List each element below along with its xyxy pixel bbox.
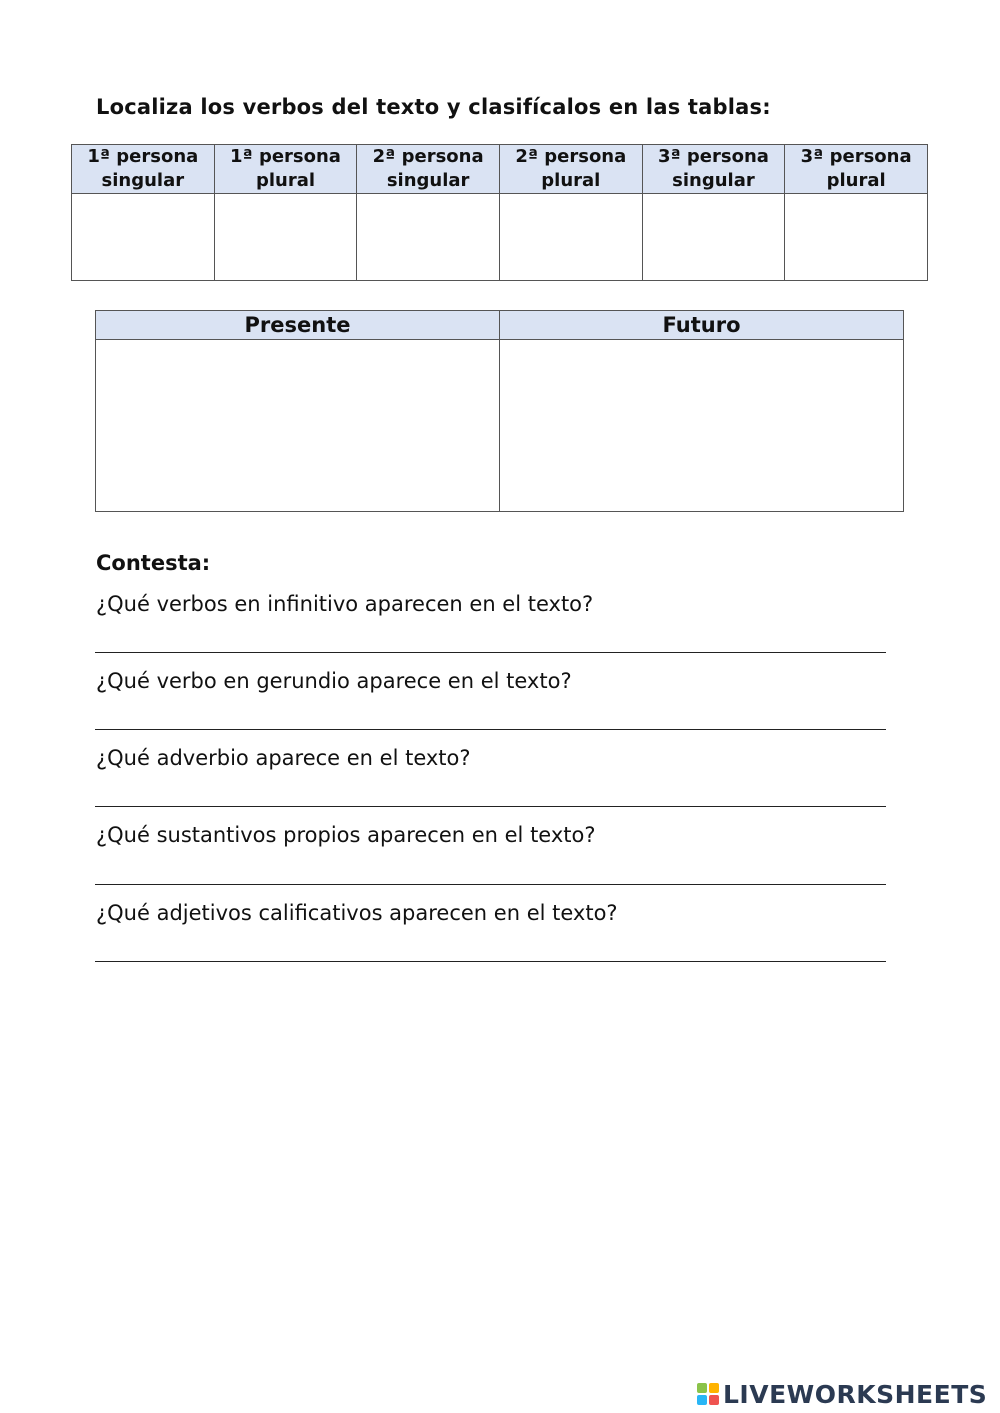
header-line: 2ª persona: [515, 146, 627, 167]
question-proper-nouns: ¿Qué sustantivos propios aparecen en el texto?: [96, 823, 596, 847]
header-3rd-plural: [785, 145, 928, 194]
answer-cell-3rd-singular[interactable]: [642, 194, 785, 281]
header-line: plural: [826, 170, 886, 191]
persons-answer-row: [72, 194, 928, 281]
header-1st-plural: [214, 145, 357, 194]
header-1st-singular: [72, 145, 215, 194]
header-line: plural: [255, 170, 316, 191]
logo-square: [709, 1383, 719, 1393]
answer-line-proper-nouns[interactable]: [95, 884, 886, 885]
persons-table: [71, 144, 928, 281]
answer-line-infinitive[interactable]: [95, 652, 886, 653]
answer-cell-2nd-singular[interactable]: [357, 194, 500, 281]
answer-cell-presente[interactable]: [96, 340, 500, 512]
answer-line-gerund[interactable]: [95, 729, 886, 730]
instruction-heading: Localiza los verbos del texto y clasifícalos en las tablas:: [96, 95, 771, 119]
answer-cell-1st-plural[interactable]: [214, 194, 357, 281]
header-line: 1ª persona: [87, 146, 199, 167]
header-futuro: Futuro: [500, 311, 904, 340]
question-adverb: ¿Qué adverbio aparece en el texto?: [96, 746, 471, 770]
answer-line-adjectives[interactable]: [95, 961, 886, 962]
question-infinitive: ¿Qué verbos en infinitivo aparecen en el texto?: [96, 592, 594, 616]
answer-cell-1st-singular[interactable]: [72, 194, 215, 281]
logo-text: LIVEWORKSHEETS: [723, 1379, 988, 1409]
tense-header-row: [96, 311, 904, 340]
answer-line-adverb[interactable]: [95, 806, 886, 807]
logo-square: [697, 1383, 707, 1393]
tense-answer-row: [96, 340, 904, 512]
header-2nd-singular: [357, 145, 500, 194]
answer-cell-3rd-plural[interactable]: [785, 194, 928, 281]
header-line: plural: [541, 170, 601, 191]
liveworksheets-logo: [697, 1378, 987, 1410]
header-line: singular: [672, 170, 755, 191]
logo-mark-icon: [697, 1383, 719, 1405]
header-line: 1ª persona: [230, 146, 341, 167]
header-line: singular: [101, 170, 185, 191]
header-line: singular: [386, 170, 470, 191]
answer-cell-futuro[interactable]: [500, 340, 904, 512]
header-line: 3ª persona: [657, 146, 769, 167]
logo-square: [697, 1395, 707, 1405]
header-2nd-plural: [499, 145, 642, 194]
header-line: 2ª persona: [372, 146, 484, 167]
answer-cell-2nd-plural[interactable]: [499, 194, 642, 281]
persons-header-row: [72, 145, 928, 194]
header-3rd-singular: [642, 145, 785, 194]
question-adjectives: ¿Qué adjetivos calificativos aparecen en el texto?: [96, 901, 618, 925]
logo-square: [709, 1395, 719, 1405]
answer-heading: Contesta:: [96, 551, 211, 575]
header-presente: Presente: [96, 311, 500, 340]
tense-table: [95, 310, 904, 512]
header-line: 3ª persona: [800, 146, 912, 167]
question-gerund: ¿Qué verbo en gerundio aparece en el texto?: [96, 669, 572, 693]
